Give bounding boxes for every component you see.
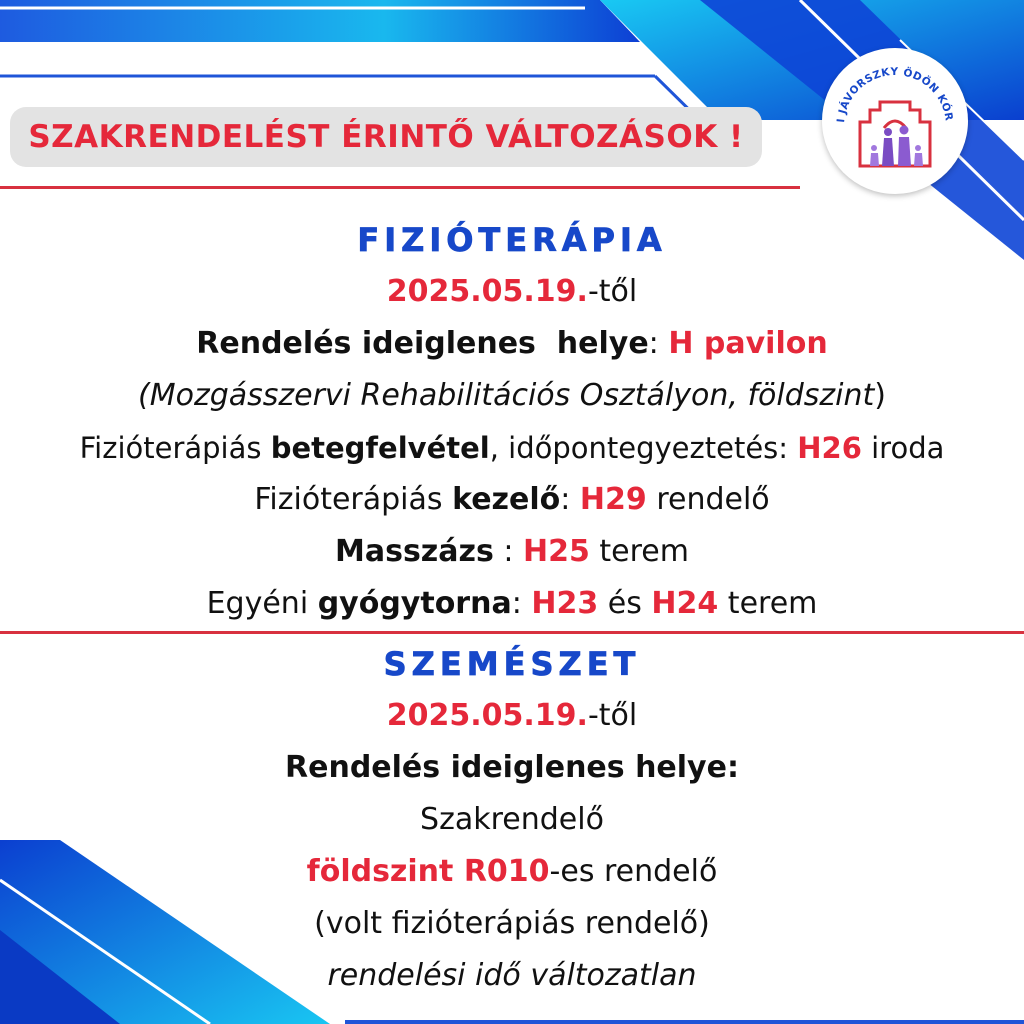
szem-room: földszint R010 [306, 854, 550, 889]
fizio-note: (Mozgásszervi Rehabilitációs Osztályon, földszint [138, 378, 875, 413]
fizio-place-value: H pavilon [668, 326, 828, 361]
hospital-building-family-icon [822, 48, 968, 194]
gym-sep: : [511, 586, 532, 621]
intake-post: iroda [861, 431, 945, 465]
fizio-massage-line [0, 526, 1024, 578]
fizio-place-label: Rendelés ideiglenes helye [196, 326, 649, 361]
szem-building: Szakrendelő [420, 802, 604, 837]
header-separator [0, 186, 800, 189]
intake-bold: betegfelvétel [270, 431, 490, 465]
treat-post: rendelő [646, 482, 770, 517]
logo-arc-text: I JÁVORSZKY ÖDÖN KÓR [835, 65, 955, 124]
treat-room: H29 [579, 482, 647, 517]
top-band-shape [0, 0, 640, 42]
fizio-intake-line [0, 422, 1024, 474]
massage-sep: : [493, 534, 524, 569]
header-banner [10, 107, 762, 167]
gym-room-2: H24 [651, 586, 719, 621]
intake-mid: , időpontegyeztetés: [489, 431, 798, 465]
treat-sep: : [560, 482, 580, 517]
gym-prefix: Egyéni [206, 586, 318, 621]
fizioterapia-section [0, 214, 1024, 630]
fizio-note-close: ) [874, 378, 886, 413]
fizio-date-line [0, 266, 1024, 318]
szem-hours: rendelési idő változatlan [327, 958, 697, 993]
massage-room: H25 [523, 534, 590, 569]
intake-prefix: Fizióterápiás [79, 431, 271, 465]
gym-post: terem [718, 586, 818, 621]
intake-room: H26 [797, 431, 862, 465]
gym-room-1: H23 [531, 586, 599, 621]
fizio-note-line [0, 370, 1024, 422]
svg-text:VÁCI JÁVORSZKY ÖDÖN KÓRHÁZ [822, 48, 955, 123]
massage-post: terem [589, 534, 689, 569]
szem-date-line [0, 690, 1024, 742]
fizio-treat-line [0, 474, 1024, 526]
massage-bold: Masszázs [334, 534, 494, 569]
szem-date-suffix: -től [587, 698, 638, 733]
section-separator [0, 631, 1024, 634]
szem-date: 2025.05.19. [386, 698, 588, 733]
fizioterapia-title: FIZIÓTERÁPIA [357, 221, 667, 259]
szem-room-line [0, 846, 1024, 898]
banner-text: SZAKRENDELÉST ÉRINTŐ VÁLTOZÁSOK ! [28, 119, 744, 155]
fizio-gym-line [0, 578, 1024, 630]
treat-bold: kezelő [452, 482, 561, 517]
hospital-logo [822, 48, 968, 194]
fizio-date-suffix: -től [587, 274, 638, 309]
gym-and: és [598, 586, 652, 621]
szem-room-post: -es rendelő [549, 854, 718, 889]
fizio-place-line [0, 318, 1024, 370]
gym-bold: gyógytorna [317, 586, 512, 621]
treat-prefix: Fizióterápiás [254, 482, 453, 517]
szem-place-label: Rendelés ideiglenes helye: [285, 750, 739, 785]
szemeszet-section [0, 638, 1024, 1002]
szemeszet-title: SZEMÉSZET [383, 645, 641, 683]
fizio-date: 2025.05.19. [386, 274, 588, 309]
szem-former: (volt fizióterápiás rendelő) [314, 906, 710, 941]
fizio-place-sep: : [648, 326, 669, 361]
